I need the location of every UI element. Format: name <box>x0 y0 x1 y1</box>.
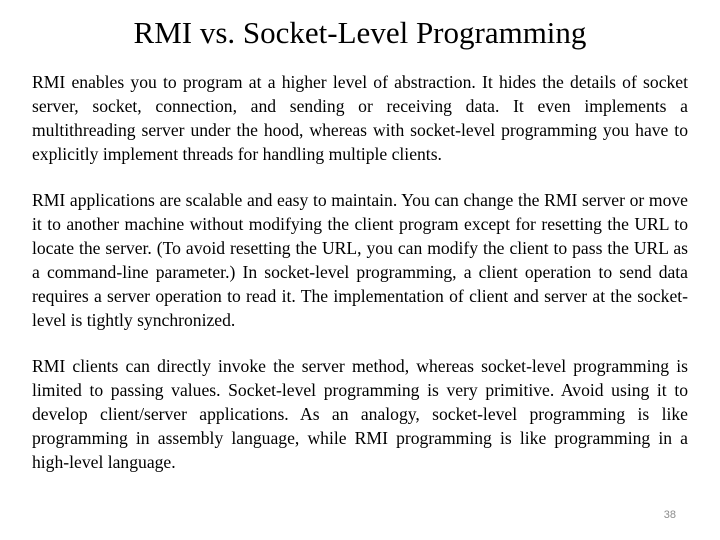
page-number: 38 <box>663 509 676 521</box>
paragraph-direct-invocation: RMI clients can directly invoke the server method, whereas socket-level programming is limited to passing values. Socket-level programming is very primitive. Avoid using it to develop client/server applications. As an analogy, socket-level programming is like programming in assembly language, while RMI programming is like programming in a high-level language. <box>32 356 688 472</box>
paragraph-scalability: RMI applications are scalable and easy to maintain. You can change the RMI server or move it to another machine without modifying the client program except for resetting the URL to locate the server. (To avoid resetting the URL, you can modify the client to pass the URL as a command-line parameter.) In socket-level programming, a client operation to send data requires a server operation to read it. The implementation of client and server at the socket-level is tightly synchronized. <box>32 190 688 330</box>
slide-title: RMI vs. Socket-Level Programming <box>133 15 587 50</box>
slide-body <box>32 70 688 474</box>
paragraph-abstraction: RMI enables you to program at a higher level of abstraction. It hides the details of socket server, socket, connection, and sending or receiving data. It even implements a multithreading server under the hood, whereas with socket-level programming you have to explicitly implement threads for handling multiple clients. <box>32 72 688 164</box>
